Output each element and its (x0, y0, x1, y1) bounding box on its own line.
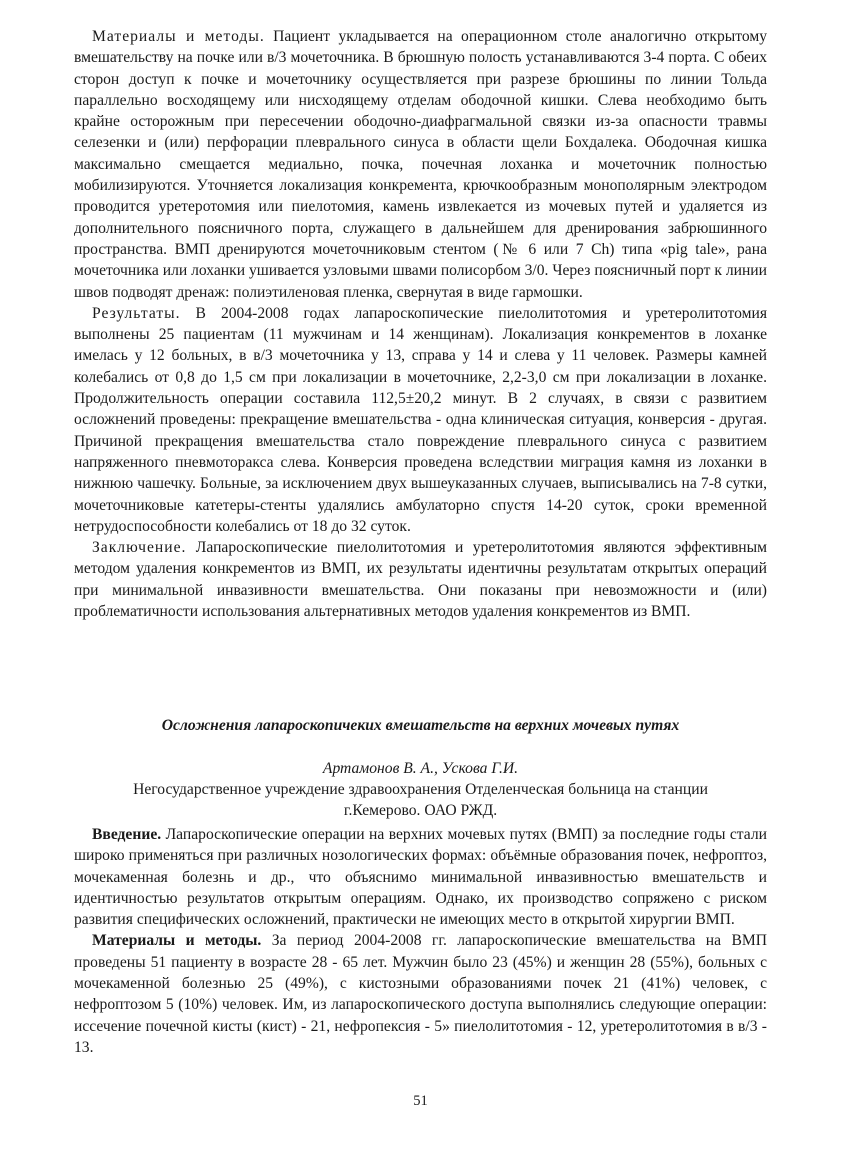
methods-label: Материалы и методы. (92, 28, 265, 45)
page-number: 51 (413, 1093, 428, 1109)
article-affiliation (74, 779, 767, 822)
affiliation-line-1: Негосударственное учреждение здравоохранения Отделенческая больница на станции (133, 781, 708, 798)
conclusion-text: Лапароскопические пиелолитотомия и уретеролитотомия являются эффективным методом удаления конкрементов из ВМП, их результаты идентичны результатам открытых операций при минимальной инвазивности вмешательства. Они показаны при невозможности и (или) проблематичности использования альтернативных методов удаления конкрементов из ВМП. (74, 539, 767, 621)
results-paragraph (74, 303, 767, 537)
conclusion-paragraph (74, 537, 767, 622)
affiliation-line-2: г.Кемерово. ОАО РЖД. (343, 802, 498, 820)
methods-paragraph (74, 26, 767, 303)
intro-label: Введение. (92, 826, 162, 843)
article-authors: Артамонов В. А., Ускова Г.И. (322, 760, 519, 777)
new-methods-paragraph (74, 930, 767, 1058)
previous-article-body (74, 26, 767, 622)
results-text: В 2004-2008 годах лапароскопические пиелолитотомия и уретеролитотомия выполнены 25 пациентам (11 мужчинам и 14 женщинам). Локализация конкрементов в лоханке имелась у 12 больных, в в/3 мочеточника у 13, справа у 14 и слева у 11 человек. Размеры камней колебались от 0,8 до 1,5 см при локализации в мочеточнике, 2,2-3,0 см при локализации в лоханке. Продолжительность операции составила 112,5±20,2 минут. В 2 случаях, в связи с развитием осложнений проведены: прекращение вмешательства - одна клиническая ситуация, конверсия - другая. Причиной прекращения вмешательства стало повреждение плеврального синуса с развитием напряженного пневмоторакса слева. Конверсия проведена вследствии миграция камня из лоханки в нижнюю чашечку. Больные, за исключением двух вышеуказанных случаев, выписывались на 7-8 сутки, мочеточниковые катетеры-стенты удалялись амбулаторно спустя 14-20 суток, сроки временной нетрудоспособности колебались от 18 до 32 суток. (74, 304, 767, 535)
intro-text: Лапароскопические операции на верхних мочевых путях (ВМП) за последние годы стали широко применяться при различных нозологических формах: объёмные образования почек, нефроптоз, мочекаменная болезнь и др., что объяснимо минимальной инвазивностью вмешательств и идентичностью результатов открытым операциям. Однако, их производство сопряжено с риском развития специфических осложнений, практически не имеющих место в открытой хирургии ВМП. (74, 826, 767, 929)
new-methods-text: За период 2004-2008 гг. лапароскопические вмешательства на ВМП проведены 51 пациенту в возрасте 28 - 65 лет. Мужчин было 23 (45%) и женщин 28 (55%), больных с мочекаменной болезнью 25 (49%), с кистозными образованиями почек 21 (41%) человек, с нефроптозом 5 (10%) человек. Им, из лапароскопического доступа выполнялись следующие операции: иссечение почечной кисты (кист) - 21, нефропексия - 5» пиелолитотомия - 12, уретеролитотомия в в/3 - 13. (74, 932, 767, 1056)
intro-paragraph (74, 824, 767, 930)
conclusion-label: Заключение. (92, 539, 187, 557)
methods-text: Пациент укладывается на операционном столе аналогично открытому вмешательству на почке или в/3 мочеточника. В брюшную полость устанавливаются 3-4 порта. С обеих сторон доступ к почке и мочеточнику осуществляется при разрезе брюшины по линии Тольда параллельно восходящему или нисходящему отделам ободочной кишки. Слева необходимо быть крайне осторожным при пересечении ободочно-диафрагмальной связки из-за опасности травмы селезенки и (или) перфорации плеврального синуса в области щели Бохдалека. Ободочная кишка максимально смещается медиально, почка, почечная лоханка и мочеточник полностью мобилизируются. Уточняется локализация конкремента, крючкообразным монополярным электродом проводится уретеротомия или пиелотомия, камень извлекается из мочевых путей и удаляется из дополнительного поясничного порта, служащего в дальнейшем для дренирования забрюшинного пространства. ВМП дренируются мочеточниковым стентом (№ 6 или 7 Ch) типа «pig tale», рана мочеточника или лоханки ушивается узловыми швами полисорбом 3/0. Через поясничный порт к линии швов подводят дренаж: полиэтиленовая пленка, свернутая в виде гармошки. (74, 28, 767, 301)
new-article-body (74, 824, 767, 1058)
article-title: Осложнения лапароскопичеких вмешательств на верхних мочевых путях (161, 717, 680, 734)
new-methods-label: Материалы и методы. (92, 932, 262, 950)
results-label: Результаты. (92, 304, 181, 322)
